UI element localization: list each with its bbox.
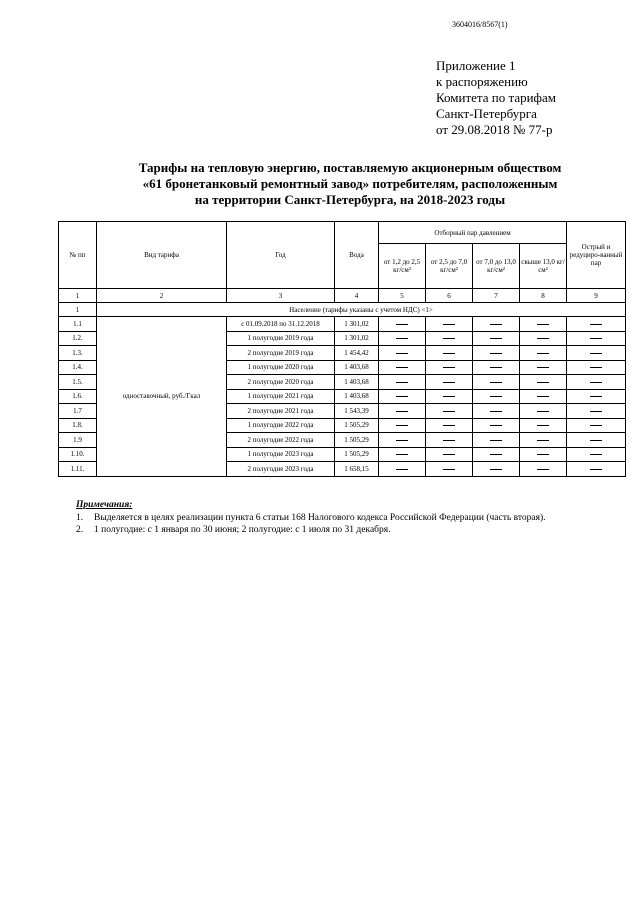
document-title — [100, 160, 600, 208]
section-num: 1 — [59, 303, 97, 317]
dash-mark — [396, 382, 408, 383]
table-row — [59, 317, 626, 332]
title-line: «61 бронетанковый ремонтный завод» потребителям, расположенным — [142, 176, 558, 191]
header-year: Год — [227, 222, 335, 289]
empty-tariff-cell — [473, 418, 520, 433]
appendix-block — [436, 58, 556, 138]
dash-mark — [490, 324, 502, 325]
column-number: 9 — [567, 289, 626, 303]
water-tariff: 1 505,29 — [335, 433, 379, 448]
header-num: № пп — [59, 222, 97, 289]
empty-tariff-cell — [520, 418, 567, 433]
empty-tariff-cell — [567, 462, 626, 477]
dash-mark — [490, 338, 502, 339]
row-number: 1.5. — [59, 375, 97, 390]
appendix-line: Санкт-Петербурга — [436, 106, 537, 121]
dash-mark — [490, 469, 502, 470]
note-text: Выделяется в целях реализации пункта 6 статьи 168 Налогового кодекса Российской Федерации (часть вторая). — [94, 512, 546, 523]
dash-mark — [490, 411, 502, 412]
dash-mark — [396, 353, 408, 354]
dash-mark — [396, 440, 408, 441]
dash-mark — [537, 411, 549, 412]
water-tariff: 1 658,15 — [335, 462, 379, 477]
dash-mark — [396, 454, 408, 455]
dash-mark — [490, 396, 502, 397]
row-period: 1 полугодие 2019 года — [227, 331, 335, 346]
empty-tariff-cell — [520, 389, 567, 404]
dash-mark — [537, 324, 549, 325]
empty-tariff-cell — [473, 331, 520, 346]
column-number: 2 — [97, 289, 227, 303]
row-number: 1.9 — [59, 433, 97, 448]
empty-tariff-cell — [567, 404, 626, 419]
dash-mark — [443, 396, 455, 397]
empty-tariff-cell — [426, 462, 473, 477]
row-number: 1.4. — [59, 360, 97, 375]
water-tariff: 1 543,39 — [335, 404, 379, 419]
water-tariff: 1 505,29 — [335, 447, 379, 462]
dash-mark — [590, 469, 602, 470]
dash-mark — [443, 324, 455, 325]
dash-mark — [537, 454, 549, 455]
empty-tariff-cell — [426, 360, 473, 375]
row-number: 1.7 — [59, 404, 97, 419]
dash-mark — [590, 324, 602, 325]
empty-tariff-cell — [379, 375, 426, 390]
column-number: 6 — [426, 289, 473, 303]
column-number: 5 — [379, 289, 426, 303]
water-tariff: 1 403,68 — [335, 375, 379, 390]
section-label: Население (тарифы указаны с учетом НДС) <1> — [97, 303, 626, 317]
dash-mark — [490, 367, 502, 368]
empty-tariff-cell — [426, 317, 473, 332]
empty-tariff-cell — [379, 331, 426, 346]
empty-tariff-cell — [473, 346, 520, 361]
empty-tariff-cell — [567, 331, 626, 346]
empty-tariff-cell — [520, 447, 567, 462]
row-period: 1 полугодие 2021 года — [227, 389, 335, 404]
dash-mark — [443, 338, 455, 339]
empty-tariff-cell — [473, 447, 520, 462]
document-number: 3604016/8567(1) — [452, 20, 508, 29]
empty-tariff-cell — [426, 346, 473, 361]
empty-tariff-cell — [426, 433, 473, 448]
dash-mark — [443, 454, 455, 455]
row-period: 1 полугодие 2022 года — [227, 418, 335, 433]
water-tariff: 1 301,02 — [335, 331, 379, 346]
dash-mark — [396, 469, 408, 470]
column-number: 1 — [59, 289, 97, 303]
header-sharp-steam: Острый и редуциро-ванный пар — [567, 222, 626, 289]
empty-tariff-cell — [473, 317, 520, 332]
empty-tariff-cell — [426, 375, 473, 390]
empty-tariff-cell — [520, 375, 567, 390]
dash-mark — [490, 425, 502, 426]
empty-tariff-cell — [473, 375, 520, 390]
dash-mark — [396, 338, 408, 339]
dash-mark — [443, 353, 455, 354]
empty-tariff-cell — [379, 317, 426, 332]
dash-mark — [537, 440, 549, 441]
row-number: 1.8. — [59, 418, 97, 433]
empty-tariff-cell — [379, 360, 426, 375]
tariff-table — [58, 221, 626, 477]
empty-tariff-cell — [520, 360, 567, 375]
empty-tariff-cell — [379, 404, 426, 419]
row-period: 1 полугодие 2023 года — [227, 447, 335, 462]
empty-tariff-cell — [567, 418, 626, 433]
empty-tariff-cell — [520, 433, 567, 448]
empty-tariff-cell — [567, 317, 626, 332]
dash-mark — [396, 324, 408, 325]
appendix-line: от 29.08.2018 № 77-р — [436, 122, 553, 137]
empty-tariff-cell — [379, 346, 426, 361]
empty-tariff-cell — [520, 404, 567, 419]
empty-tariff-cell — [426, 389, 473, 404]
row-period: 2 полугодие 2019 года — [227, 346, 335, 361]
empty-tariff-cell — [520, 462, 567, 477]
empty-tariff-cell — [379, 433, 426, 448]
appendix-line: Комитета по тарифам — [436, 90, 556, 105]
empty-tariff-cell — [567, 375, 626, 390]
dash-mark — [590, 454, 602, 455]
column-number: 7 — [473, 289, 520, 303]
header-steam-4: свыше 13,0 кг/см² — [520, 244, 567, 289]
empty-tariff-cell — [473, 404, 520, 419]
empty-tariff-cell — [473, 389, 520, 404]
empty-tariff-cell — [520, 331, 567, 346]
dash-mark — [590, 425, 602, 426]
water-tariff: 1 403,68 — [335, 360, 379, 375]
note-item — [76, 524, 546, 537]
dash-mark — [590, 353, 602, 354]
empty-tariff-cell — [379, 447, 426, 462]
note-item — [76, 512, 546, 525]
dash-mark — [443, 469, 455, 470]
row-number: 1.2. — [59, 331, 97, 346]
header-steam-3: от 7,0 до 13,0 кг/см² — [473, 244, 520, 289]
water-tariff: 1 301,02 — [335, 317, 379, 332]
dash-mark — [590, 382, 602, 383]
empty-tariff-cell — [379, 418, 426, 433]
note-number: 2. — [76, 525, 84, 535]
dash-mark — [537, 353, 549, 354]
dash-mark — [490, 440, 502, 441]
notes-heading: Примечания: — [76, 500, 133, 510]
dash-mark — [537, 382, 549, 383]
water-tariff: 1 403,68 — [335, 389, 379, 404]
dash-mark — [443, 382, 455, 383]
dash-mark — [590, 440, 602, 441]
note-text: 1 полугодие: с 1 января по 30 июня; 2 полугодие: с 1 июля по 31 декабря. — [94, 525, 391, 535]
row-number: 1.10. — [59, 447, 97, 462]
empty-tariff-cell — [379, 389, 426, 404]
dash-mark — [537, 338, 549, 339]
empty-tariff-cell — [426, 418, 473, 433]
dash-mark — [590, 396, 602, 397]
dash-mark — [443, 440, 455, 441]
column-number: 4 — [335, 289, 379, 303]
empty-tariff-cell — [379, 462, 426, 477]
appendix-line: Приложение 1 — [436, 58, 516, 73]
header-type: Вид тарифа — [97, 222, 227, 289]
empty-tariff-cell — [426, 447, 473, 462]
header-water: Вода — [335, 222, 379, 289]
empty-tariff-cell — [567, 433, 626, 448]
title-line: на территории Санкт-Петербурга, на 2018-2023 годы — [194, 192, 506, 207]
row-period: 2 полугодие 2020 года — [227, 375, 335, 390]
empty-tariff-cell — [426, 404, 473, 419]
appendix-line: к распоряжению — [436, 74, 528, 89]
header-steam-1: от 1,2 до 2,5 кг/см² — [379, 244, 426, 289]
empty-tariff-cell — [473, 462, 520, 477]
dash-mark — [396, 396, 408, 397]
empty-tariff-cell — [426, 331, 473, 346]
note-number: 1. — [76, 512, 84, 523]
empty-tariff-cell — [567, 389, 626, 404]
title-line: Тарифы на тепловую энергию, поставляемую акционерным обществом — [138, 160, 562, 175]
row-period: 2 полугодие 2021 года — [227, 404, 335, 419]
water-tariff: 1 505,29 — [335, 418, 379, 433]
empty-tariff-cell — [520, 346, 567, 361]
dash-mark — [490, 454, 502, 455]
empty-tariff-cell — [567, 346, 626, 361]
row-period: 2 полугодие 2022 года — [227, 433, 335, 448]
column-number: 3 — [227, 289, 335, 303]
row-number: 1.11. — [59, 462, 97, 477]
dash-mark — [537, 367, 549, 368]
row-number: 1.3. — [59, 346, 97, 361]
dash-mark — [396, 411, 408, 412]
dash-mark — [396, 367, 408, 368]
row-period: 1 полугодие 2020 года — [227, 360, 335, 375]
header-steam-group: Отборный пар давлением — [379, 222, 567, 244]
dash-mark — [537, 425, 549, 426]
header-steam-2: от 2,5 до 7,0 кг/см² — [426, 244, 473, 289]
dash-mark — [443, 411, 455, 412]
row-number: 1.1 — [59, 317, 97, 332]
empty-tariff-cell — [567, 447, 626, 462]
dash-mark — [443, 367, 455, 368]
dash-mark — [590, 411, 602, 412]
row-number: 1.6. — [59, 389, 97, 404]
notes — [76, 499, 546, 537]
empty-tariff-cell — [520, 317, 567, 332]
dash-mark — [443, 425, 455, 426]
dash-mark — [590, 367, 602, 368]
column-number: 8 — [520, 289, 567, 303]
dash-mark — [396, 425, 408, 426]
water-tariff: 1 454,42 — [335, 346, 379, 361]
dash-mark — [590, 338, 602, 339]
dash-mark — [490, 382, 502, 383]
row-period: с 01.09.2018 по 31.12.2018 — [227, 317, 335, 332]
tariff-type: одноставочный, руб./Гкал — [97, 317, 227, 477]
empty-tariff-cell — [567, 360, 626, 375]
row-period: 2 полугодие 2023 года — [227, 462, 335, 477]
empty-tariff-cell — [473, 433, 520, 448]
empty-tariff-cell — [473, 360, 520, 375]
dash-mark — [537, 396, 549, 397]
column-number-row — [59, 289, 626, 303]
dash-mark — [537, 469, 549, 470]
dash-mark — [490, 353, 502, 354]
section-row — [59, 303, 626, 317]
